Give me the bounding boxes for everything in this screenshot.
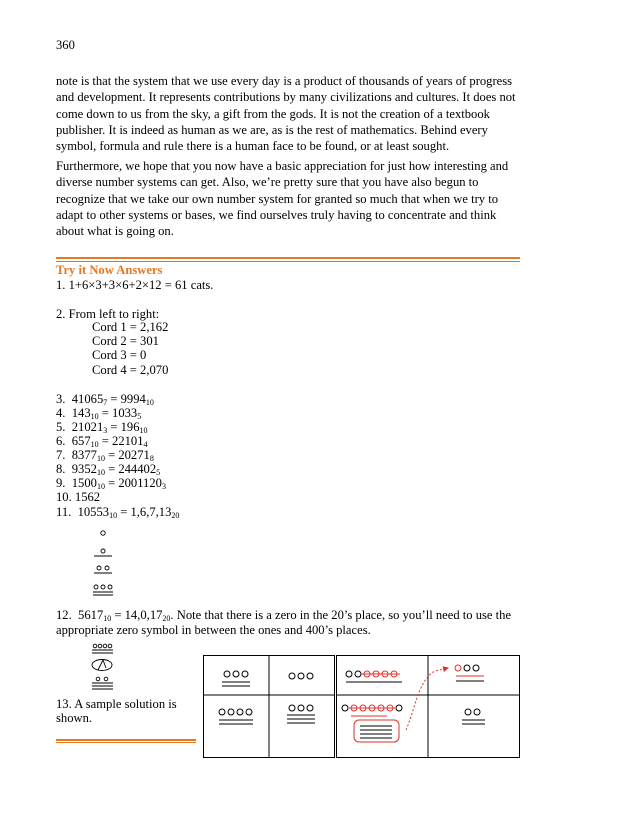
answer-3: 3. $41065_7 = 9994_{10}$: [56, 392, 154, 407]
mayan-dot: [101, 549, 105, 553]
answer-11: 11. $10553_{10} = 1,6,7,13_{20}$: [56, 505, 180, 520]
mayan-dot: [98, 644, 102, 648]
mayan-dot: [103, 644, 107, 648]
cord-3: Cord 3 = 0: [92, 348, 147, 362]
answer-12: 12. $5617_{10} = 14,0,17_{20}$. Note that there is a zero in the 20’s place, so you’ll need to use the: [56, 608, 512, 623]
cord-4: Cord 4 = 2,070: [92, 363, 169, 377]
answer-4: 4. $143_{10} = 1033_5$: [56, 406, 142, 421]
answer-12-line-2: appropriate zero symbol in between the ones and 400’s places.: [56, 623, 371, 637]
answer-2-intro: 2. From left to right:: [56, 307, 160, 321]
numeral-panel2-bottom: [287, 705, 315, 723]
carry-arrow-icon: [406, 668, 448, 730]
answer-13-line-1: 13. A sample solution is: [56, 697, 177, 711]
mayan-numerals-answer-12: [88, 640, 128, 695]
answer-8: 8. $9352_{10} = 244402_5$: [56, 462, 161, 477]
mayan-dot: [101, 531, 105, 535]
page-number: 360: [56, 38, 75, 52]
cord-1: Cord 1 = 2,162: [92, 320, 169, 334]
mayan-dot: [97, 566, 101, 570]
numeral-panel1-bottom: [219, 709, 253, 724]
mayan-addition-diagram: [203, 655, 521, 759]
numeral-panel4-bottom: [462, 709, 485, 724]
intro-paragraph-1: note is that the system that we use every day is a product of thousands of years of progress and development. It represents contributions by many civilizations and cultures. It does not come down to us from the sky, a gift from the gods. It is not the creation of a textbook publisher. It is indeed as human as we are, as is the rest of mathematics. Behind every symbol, formula and rule there is a human face to be found, or at least sought.: [56, 74, 516, 154]
answer-1: 1. 1+6×3+3×6+2×12 = 61 cats.: [56, 278, 214, 292]
answer-7: 7. $8377_{10} = 20271_8$: [56, 448, 154, 463]
mayan-dot: [101, 585, 105, 589]
answer-6: 6. $657_{10} = 22101_4$: [56, 434, 148, 449]
cord-2: Cord 2 = 301: [92, 334, 159, 348]
answer-9: 9. $1500_{10} = 2001120_3$: [56, 476, 166, 491]
intro-paragraph-2: Furthermore, we hope that you now have a basic appreciation for just how interesting and diverse number systems can get. Also, we’re pretty sure that you have also begun to recognize that we take our own number system for granted so much that when we try to adapt to other systems or bases, we find ourselves truly having to concentrate and think about what is going on.: [56, 159, 509, 239]
answer-13-line-2: shown.: [56, 711, 93, 725]
mayan-dot: [105, 566, 109, 570]
mayan-dot: [94, 585, 98, 589]
numeral-panel2-top: [289, 673, 313, 679]
bottom-divider: [56, 739, 196, 743]
mayan-numerals-answer-11: [88, 524, 128, 599]
answers-heading: Try it Now Answers: [56, 263, 163, 277]
answer-5: 5. $21021_3 = 196_{10}$: [56, 420, 148, 435]
mayan-dot: [104, 677, 108, 681]
numeral-panel1-top: [222, 671, 250, 686]
mayan-zero-shell-icon: [98, 660, 106, 670]
mayan-dot: [108, 585, 112, 589]
numeral-panel3-bottom: [342, 705, 402, 742]
mayan-dot: [93, 644, 97, 648]
mayan-dot: [96, 677, 100, 681]
numeral-panel4-top: [455, 665, 484, 681]
numeral-panel3-top: [346, 671, 402, 682]
mayan-dot: [108, 644, 112, 648]
section-divider: [56, 257, 520, 262]
answer-10: 10. 1562: [56, 490, 101, 504]
